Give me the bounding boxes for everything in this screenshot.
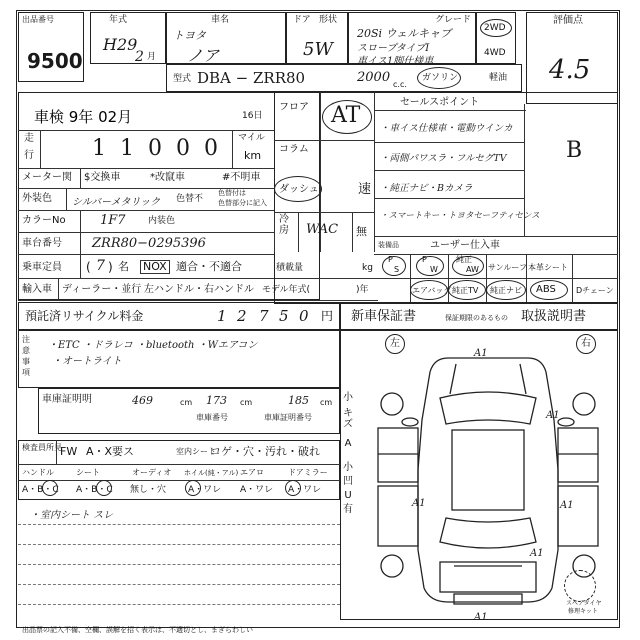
drive-4wd: 4WD bbox=[484, 48, 506, 58]
grade-box bbox=[348, 12, 476, 67]
floor-label: フロア bbox=[279, 102, 309, 113]
lot-number: 9500 bbox=[27, 49, 83, 73]
grade-label: グレード bbox=[435, 15, 472, 25]
side-scale-2: キズ bbox=[343, 408, 353, 430]
left-mark: 左 bbox=[390, 338, 400, 349]
meter-option-1: $交換車 bbox=[84, 172, 121, 183]
dash-label: ダッシュ bbox=[279, 184, 319, 195]
nox-value: 適合・不適合 bbox=[176, 260, 242, 273]
sales-point-3: ・純正ナビ・Bカメラ bbox=[380, 183, 473, 194]
side-scale-6: U bbox=[344, 490, 352, 501]
certificate-width: 173 bbox=[206, 394, 227, 407]
grade-line2: スロープタイプⅠ bbox=[357, 43, 430, 54]
equip-sunroof: サンルーフ bbox=[488, 263, 527, 272]
seat-b-circle bbox=[96, 480, 112, 496]
inspector-header-seat: シート bbox=[76, 468, 100, 477]
inspector-label: 検査員所見 bbox=[22, 443, 62, 452]
equip-navi: 純正ナビ bbox=[490, 286, 522, 295]
certificate-sub-2: 車庫証明番号 bbox=[264, 413, 312, 422]
certificate-length: 469 bbox=[132, 394, 153, 407]
side-scale-7: 有 bbox=[343, 504, 353, 515]
recycle-unit: 円 bbox=[321, 309, 334, 323]
side-scale-5: 凹 bbox=[343, 476, 353, 487]
equip-airbag: エアバッグ bbox=[412, 286, 452, 295]
side-scale-1: 小 bbox=[343, 392, 353, 403]
fuel-mark: ガソリン bbox=[422, 73, 459, 83]
interior-color-label: 内装色 bbox=[148, 216, 176, 226]
interior-seat-label: 室内シート bbox=[176, 447, 216, 456]
grade-line1: 20Si ウェルキャブ bbox=[357, 27, 452, 40]
doors-box bbox=[286, 12, 348, 64]
notes-side-label: 注意事項 bbox=[22, 335, 30, 377]
meter-label: メーター関 bbox=[22, 172, 72, 183]
recycle-label: 預託済リサイクル料金 bbox=[25, 309, 144, 323]
fw-value: A・X要ス bbox=[86, 445, 135, 458]
score-label: 評価点 bbox=[553, 15, 583, 26]
wheel-a-circle bbox=[185, 480, 201, 496]
transmission-value: AT bbox=[331, 103, 361, 128]
doors-value: 5W bbox=[303, 39, 333, 60]
color-code-value: 1F7 bbox=[100, 213, 126, 228]
shape-label: 形状 bbox=[319, 15, 338, 25]
import-model-year: モデル年式( bbox=[262, 285, 311, 295]
inspector-header-mirror: ドアミラー bbox=[288, 468, 328, 477]
warranty-row bbox=[340, 302, 618, 330]
color-sub-note2: 色替部分に記入 bbox=[218, 199, 267, 207]
column-label: コラム bbox=[279, 144, 309, 155]
damage-label-3: A1 bbox=[560, 500, 574, 511]
import-handle: 左ハンドル・右ハンドル bbox=[144, 284, 254, 295]
fw-label: FW bbox=[60, 445, 78, 458]
color-sub-note1: 色替付は bbox=[218, 189, 246, 197]
import-model-year-unit: )年 bbox=[356, 285, 369, 295]
mileage-label-bottom: 行 bbox=[24, 150, 34, 161]
inspection-overlay: 車検 9年 02月 bbox=[30, 108, 136, 126]
recycle-digit-5: 0 bbox=[299, 307, 309, 325]
damage-label-4: A1 bbox=[412, 498, 426, 509]
sales-point-4: ・スマートキー・トヨタセーフティセンス bbox=[380, 211, 540, 221]
certificate-label: 車庫証明明 bbox=[42, 394, 92, 405]
certificate-sub-1: 車庫番号 bbox=[196, 413, 228, 422]
inspector-value-mirror: A・ワレ bbox=[288, 485, 322, 495]
recycle-digit-3: 7 bbox=[259, 307, 269, 325]
speed-label: 速 bbox=[358, 182, 372, 197]
inspector-value-handle: A・B・C bbox=[22, 485, 59, 495]
equip-ps-top: P bbox=[388, 255, 393, 264]
user-import: ユーザー仕入車 bbox=[430, 240, 500, 251]
color-note: 色替不 bbox=[176, 194, 204, 204]
maker-value: トヨタ bbox=[173, 29, 206, 42]
capacity-label: 乗車定員 bbox=[22, 262, 62, 273]
none-label: 無 bbox=[356, 225, 367, 238]
equip-pw-top: P bbox=[422, 255, 427, 264]
chassis-model: DBA − ZRR80 bbox=[197, 69, 306, 87]
maker-label: 車名 bbox=[211, 15, 230, 25]
type-label: 型式 bbox=[173, 74, 192, 84]
month-unit: 月 bbox=[147, 52, 157, 62]
notes-line-1: ・ETC ・ドラレコ ・bluetooth ・Wエアコン bbox=[48, 340, 258, 351]
equip-dchain: Dチェーン bbox=[576, 286, 614, 295]
model-value: ノア bbox=[187, 46, 220, 65]
inspector-value-seat: A・B・C bbox=[76, 485, 113, 495]
color-value: シルバーメタリック bbox=[72, 197, 161, 208]
right-mark: 右 bbox=[581, 338, 591, 349]
spare-kit-circle bbox=[564, 570, 596, 602]
meter-option-3: #不明車 bbox=[222, 172, 261, 183]
nox-label: NOX bbox=[140, 260, 170, 274]
mileage-unit-mile: マイル bbox=[238, 133, 265, 143]
footer-text: 出品票の記入不備、空欄、誤解を招く表示は、不適切とし、まぎらわしい bbox=[22, 626, 253, 634]
side-scale-3: A bbox=[344, 438, 352, 449]
maker-box bbox=[166, 12, 286, 64]
capacity-paren-open: ( bbox=[86, 260, 91, 274]
inspector-header-aero: エアロ bbox=[240, 468, 264, 477]
displacement: 2000 bbox=[357, 70, 391, 85]
interior-seat-value: コゲ・穴・汚れ・破れ bbox=[210, 445, 320, 458]
inspector-header-audio: オーディオ bbox=[132, 468, 172, 477]
warranty-label: 新車保証書 bbox=[351, 309, 417, 324]
equip-tv: 純正TV bbox=[452, 286, 479, 295]
lot-number-box bbox=[18, 12, 84, 82]
manual-label: 取扱説明書 bbox=[521, 309, 587, 324]
certificate-height: 185 bbox=[288, 394, 309, 407]
equipment-label: 装備品 bbox=[378, 241, 399, 249]
warranty-sub: 保証期限のあるもの bbox=[445, 314, 508, 322]
capacity-paren-close: ) bbox=[108, 260, 113, 274]
fuel-other: 軽油 bbox=[489, 73, 508, 83]
grade-letter: B bbox=[566, 138, 583, 163]
meter-option-2: *改竄車 bbox=[150, 172, 185, 183]
inspector-header-handle: ハンドル bbox=[22, 468, 54, 477]
drive-2wd: 2WD bbox=[484, 23, 506, 33]
year-value: H29 bbox=[103, 35, 138, 54]
recycle-digit-1: 1 bbox=[217, 307, 227, 325]
cc-unit: c.c. bbox=[393, 80, 407, 89]
sales-point-1: ・車イス仕様車・電動ウインカ bbox=[380, 123, 513, 134]
recycle-digit-2: 2 bbox=[237, 307, 247, 325]
spare-line-1: スペアタイヤ bbox=[566, 600, 602, 607]
equip-aw-bottom: AW bbox=[466, 265, 479, 274]
lot-label: 出品番号 bbox=[22, 15, 54, 24]
year-box bbox=[90, 12, 166, 64]
score-value: 4.5 bbox=[549, 55, 591, 85]
chassis-label: 車台番号 bbox=[22, 238, 62, 249]
equip-pw-bottom: W bbox=[430, 265, 438, 274]
certificate-length-unit: cm bbox=[180, 398, 193, 407]
inspector-value-audio: 無し・穴 bbox=[130, 485, 167, 495]
ac-value: WAC bbox=[306, 222, 339, 237]
spare-line-2: 修理キット bbox=[568, 608, 598, 615]
sales-point-2: ・両側パワスラ・フルセグTV bbox=[380, 153, 507, 164]
notes-line-2: ・オートライト bbox=[52, 356, 122, 367]
color-code-label: カラーNo bbox=[22, 215, 66, 226]
equip-leather: 本革シート bbox=[528, 263, 568, 272]
inspection-day: 16日 bbox=[242, 111, 263, 121]
chassis-value: ZRR80−0295396 bbox=[92, 236, 206, 251]
equip-ps-bottom: S bbox=[394, 265, 400, 274]
import-label: 輸入車 bbox=[22, 284, 52, 295]
inspector-header-wheel: ホイル(純・アル) bbox=[184, 469, 239, 477]
side-scale-4: 小 bbox=[343, 462, 353, 473]
month-value: 2 bbox=[135, 49, 144, 65]
damage-label-2: A1 bbox=[546, 410, 560, 421]
equip-abs: ABS bbox=[536, 284, 556, 295]
color-label: 外装色 bbox=[22, 193, 52, 204]
load-label: 積載量 bbox=[276, 263, 304, 273]
doors-label: ドア bbox=[293, 15, 311, 25]
notes-extra-line: ・室内シート スレ bbox=[30, 510, 114, 521]
mileage-value: 11000 bbox=[92, 136, 232, 161]
score-box bbox=[526, 12, 618, 104]
inspector-value-aero: A・ワレ bbox=[240, 485, 274, 495]
dash-circle bbox=[274, 176, 322, 202]
inspector-value-wheel: A・ワレ bbox=[188, 485, 222, 495]
mileage-unit-km: km bbox=[244, 149, 262, 162]
equip-aw-top: 純正 bbox=[456, 255, 472, 264]
mirror-a-circle bbox=[285, 480, 301, 496]
grade-line3: 車イス1脚仕様車 bbox=[357, 56, 434, 67]
certificate-height-unit: cm bbox=[320, 398, 333, 407]
load-unit: kg bbox=[362, 263, 373, 273]
year-label: 年式 bbox=[109, 15, 128, 25]
recycle-digit-4: 5 bbox=[279, 307, 289, 325]
certificate-width-unit: cm bbox=[240, 398, 253, 407]
mileage-label-top: 走 bbox=[24, 133, 34, 144]
damage-label-1: A1 bbox=[474, 348, 488, 359]
cooler-label: 冷房 bbox=[279, 214, 289, 236]
damage-label-5: A1 bbox=[530, 548, 544, 559]
import-value: ディーラー・並行 bbox=[62, 284, 142, 295]
model-row bbox=[166, 64, 522, 92]
capacity-unit: 名 bbox=[118, 260, 129, 273]
damage-label-6: A1 bbox=[474, 612, 488, 623]
sales-header: セールスポイント bbox=[400, 97, 480, 108]
recycle-row bbox=[18, 302, 340, 330]
drive-box bbox=[476, 12, 516, 64]
handle-b-circle bbox=[42, 480, 58, 496]
capacity-value: 7 bbox=[96, 258, 105, 274]
